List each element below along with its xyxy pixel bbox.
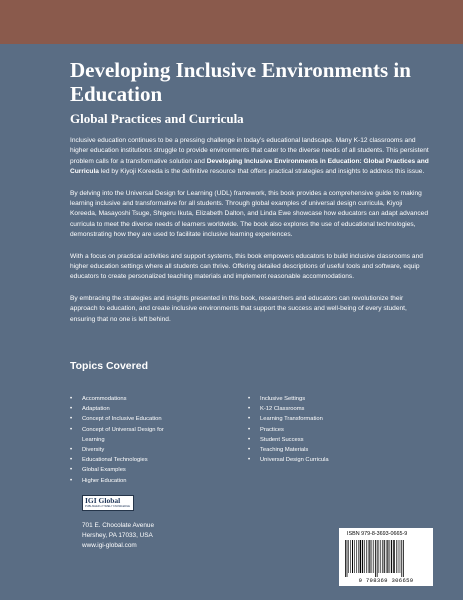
topic-label: Inclusive Settings	[260, 396, 306, 402]
barcode-bar	[366, 540, 367, 573]
bullet-icon: •	[248, 406, 251, 413]
bullet-icon: •	[70, 457, 73, 464]
isbn-barcode	[339, 528, 433, 586]
topic-label: Concept of Universal Design for Learning	[82, 426, 164, 443]
publisher-address	[82, 521, 154, 551]
topic-item	[70, 445, 220, 455]
topic-item	[248, 414, 398, 424]
description-paragraph-1	[70, 136, 430, 178]
topic-label: Global Examples	[82, 467, 126, 474]
book-title: Developing Inclusive Environments in Education	[70, 58, 411, 106]
barcode-bar	[354, 540, 355, 573]
topic-item	[248, 435, 398, 445]
topic-item	[248, 445, 398, 455]
barcode-bar	[377, 540, 378, 577]
topic-item	[70, 404, 220, 414]
bullet-icon: •	[248, 436, 251, 443]
barcode-bar	[396, 540, 397, 573]
publisher-logo	[82, 495, 134, 511]
description-paragraph-4: By embracing the strategies and insights presented in this book, researchers and educators can revolutionize their approach to education, and create inclusive environments that support the success and well-being of every student, ensuring that no one is left behind.	[70, 294, 407, 323]
barcode-bar	[356, 540, 357, 573]
address-line-1: 701 E. Chocolate Avenue	[82, 522, 155, 529]
bullet-icon: •	[248, 396, 251, 402]
barcode-bar	[347, 540, 348, 577]
barcode-bar	[387, 540, 388, 573]
topic-label: Concept of Inclusive Education	[82, 416, 162, 423]
bullet-icon: •	[70, 396, 73, 402]
topic-item	[248, 394, 398, 404]
barcode-number: 9 798369 306659	[358, 577, 414, 584]
topic-item	[248, 404, 398, 414]
topic-item	[70, 414, 220, 424]
publisher-logo-tagline: PUBLISHER of TIMELY KNOWLEDGE	[85, 504, 130, 508]
barcode-bar	[373, 540, 374, 573]
description-p1-text-a: Inclusive education continues to be a pressing challenge in today’s educational landscape. Many K-12 classrooms and higher education institutions struggle to provide environments that cater to the diverse needs of all students. This persistent problem calls for a transformative solution and	[70, 137, 429, 165]
bullet-icon: •	[248, 426, 251, 433]
topic-label: Diversity	[82, 447, 105, 454]
topic-label: Teaching Materials	[260, 447, 309, 454]
barcode-bar	[350, 540, 351, 573]
top-color-band	[0, 0, 463, 44]
address-line-2: Hershey, PA 17033, USA	[82, 532, 153, 539]
topic-label: Practices	[260, 426, 284, 433]
barcode-bar	[362, 540, 363, 573]
bullet-icon: •	[248, 447, 251, 454]
barcode-bar	[352, 540, 353, 573]
topic-item	[70, 394, 220, 404]
barcode-bar	[400, 540, 401, 573]
bullet-icon: •	[70, 416, 73, 423]
barcode-bar	[368, 540, 369, 573]
topic-item	[70, 476, 220, 486]
barcode-bar	[384, 540, 385, 573]
description-paragraph-2: By delving into the Universal Design for Learning (UDL) framework, this book provides a comprehensive guide to making learning inclusive and transformative for all students. Through global examples of universal design curricula, Kiyoji Koreeda, Masayoshi Tsuge, Shigeru Ikuta, Elizabeth Dalton, and Linda Ewe showcase how educators can adapt advanced curricula to meet the diverse needs of learners worldwide. The book also explores the use of educational technologies, demonstrating how they are used to facilitate inclusive learning experiences.	[70, 189, 428, 239]
topic-label: Adaptation	[82, 406, 110, 413]
barcode-bar	[382, 540, 383, 573]
barcode-bar	[386, 540, 387, 573]
book-description	[70, 136, 430, 336]
topic-label: Student Success	[260, 436, 304, 443]
barcode-bars	[343, 540, 429, 577]
topics-list-right	[248, 394, 398, 465]
bullet-icon: •	[70, 447, 73, 454]
topic-item	[70, 425, 174, 445]
barcode-bar	[380, 540, 381, 573]
barcode-bar	[358, 540, 359, 573]
topic-label: Higher Education	[82, 477, 127, 484]
barcode-bar	[391, 540, 392, 573]
barcode-bar	[364, 540, 365, 573]
topic-label: Accommodations	[82, 396, 127, 402]
description-p1-text-b: led by Kiyoji Koreeda is the definitive resource that offers practical strategies and insights to address this issue.	[98, 168, 425, 176]
topic-label: Learning Transformation	[260, 416, 323, 423]
topic-label: Universal Design Curricula	[260, 457, 329, 464]
publisher-logo-text: IGI Global	[85, 496, 121, 505]
description-p1-bold-title: Developing Inclusive Environments in Education: Global Practices and Curricula	[70, 157, 429, 176]
barcode-bar	[348, 540, 349, 573]
topic-item	[70, 465, 220, 475]
barcode-bar	[398, 540, 399, 573]
barcode-bar	[390, 540, 391, 573]
publisher-website: www.igi-global.com	[82, 542, 137, 549]
bullet-icon: •	[70, 467, 73, 474]
barcode-bar	[345, 540, 346, 577]
topics-list-left	[70, 394, 220, 486]
barcode-bar	[401, 540, 402, 577]
topic-label: K-12 Classrooms	[260, 406, 305, 413]
barcode-bar	[360, 540, 362, 573]
bullet-icon: •	[248, 457, 251, 464]
topics-heading: Topics Covered	[70, 360, 148, 372]
topic-item	[248, 455, 398, 465]
topic-label: Educational Technologies	[82, 457, 148, 464]
bullet-icon: •	[70, 426, 73, 433]
isbn-label: ISBN 979-8-3693-0665-9	[347, 531, 408, 537]
bullet-icon: •	[248, 416, 251, 423]
barcode-bar	[379, 540, 380, 573]
topic-item	[70, 455, 220, 465]
topic-item	[248, 425, 398, 435]
barcode-bar	[375, 540, 376, 577]
bullet-icon: •	[70, 477, 73, 484]
barcode-bar	[369, 540, 370, 573]
barcode-bar	[372, 540, 373, 573]
barcode-bar	[393, 540, 395, 573]
book-subtitle: Global Practices and Curricula	[70, 111, 244, 126]
barcode-bar	[403, 540, 404, 577]
bullet-icon: •	[70, 406, 73, 413]
description-paragraph-3: With a focus on practical activities and support systems, this book empowers educators to build inclusive classrooms and higher education settings where all students can thrive. Offering detailed descriptions of useful tools and software, equip educators to create personalized teaching materials and implement reasonable accommodations.	[70, 252, 423, 281]
